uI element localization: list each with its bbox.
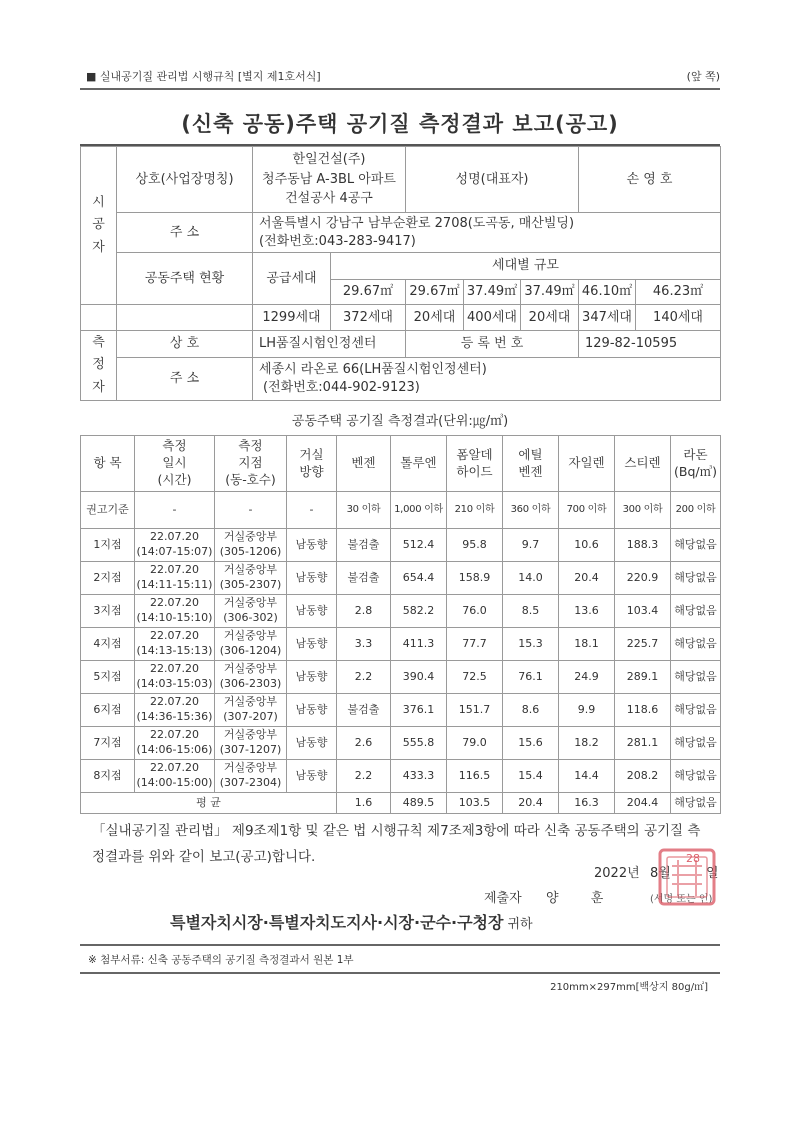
form-reference: ■ 실내공기질 관리법 시행규칙 [별지 제1호서식] bbox=[86, 70, 321, 83]
formaldehyde-value: 151.7 bbox=[447, 694, 503, 727]
recipient-suffix: 귀하 bbox=[507, 917, 533, 932]
table-row bbox=[81, 694, 721, 727]
page-title: (신축 공동)주택 공기질 측정결과 보고(공고) bbox=[181, 112, 619, 136]
col-styrene: 스티렌 bbox=[615, 436, 671, 492]
measurer-reg-label: 등 록 번 호 bbox=[406, 331, 579, 358]
date-year: 2022년 bbox=[594, 866, 640, 881]
table-row bbox=[81, 595, 721, 628]
room-direction: 남동향 bbox=[287, 562, 337, 595]
unit-size: 29.67㎡ bbox=[406, 279, 464, 305]
col-formaldehyde: 폼알데 하이드 bbox=[447, 436, 503, 492]
col-direction: 거실 방향 bbox=[287, 436, 337, 492]
date-month: 8월 bbox=[650, 866, 671, 881]
recipient bbox=[170, 910, 533, 933]
builder-address-label: 주 소 bbox=[117, 213, 253, 253]
toluene-value: 555.8 bbox=[391, 727, 447, 760]
official-seal-stamp bbox=[652, 842, 722, 912]
declaration-text: 「실내공기질 관리법」 제9조제1항 및 같은 법 시행규칙 제7조제3항에 따라 신축 공동주택의 공기질 측정결과를 위와 같이 보고(공고)합니다. bbox=[92, 823, 701, 865]
unit-count: 140세대 bbox=[636, 305, 721, 331]
xylene-value: 9.9 bbox=[559, 694, 615, 727]
attachment-note: ※ 첨부서류: 신축 공동주택의 공기질 측정결과서 원본 1부 bbox=[88, 954, 354, 966]
measure-datetime: 22.07.20 (14:03-15:03) bbox=[135, 661, 215, 694]
col-location: 측정 지점 (동-호수) bbox=[215, 436, 287, 492]
ethylbenzene-value: 14.0 bbox=[503, 562, 559, 595]
styrene-value: 225.7 bbox=[615, 628, 671, 661]
formaldehyde-value: 72.5 bbox=[447, 661, 503, 694]
supply-units-label: 공급세대 bbox=[253, 253, 331, 305]
measure-location: 거실중앙부 (306-302) bbox=[215, 595, 287, 628]
submitter-label: 제출자 bbox=[484, 891, 522, 906]
measure-location: 거실중앙부 (307-2304) bbox=[215, 760, 287, 793]
measurer-name-label: 상 호 bbox=[117, 331, 253, 358]
point-label: 8지점 bbox=[81, 760, 135, 793]
benzene-value: 3.3 bbox=[337, 628, 391, 661]
toluene-value: 582.2 bbox=[391, 595, 447, 628]
info-table bbox=[80, 146, 721, 401]
point-label: 3지점 bbox=[81, 595, 135, 628]
results-caption: 공동주택 공기질 측정결과(단위:㎍/㎥) bbox=[291, 414, 509, 429]
unit-size: 37.49㎡ bbox=[464, 279, 521, 305]
col-datetime: 측정 일시 (시간) bbox=[135, 436, 215, 492]
measurer-section-label: 측 정 자 bbox=[81, 331, 117, 401]
measurer-reg-value: 129-82-10595 bbox=[579, 331, 721, 358]
toluene-value: 376.1 bbox=[391, 694, 447, 727]
col-xylene: 자일렌 bbox=[559, 436, 615, 492]
housing-status-label: 공동주택 현황 bbox=[117, 253, 253, 305]
toluene-value: 433.3 bbox=[391, 760, 447, 793]
measure-datetime: 22.07.20 (14:36-15:36) bbox=[135, 694, 215, 727]
unit-scale-label: 세대별 규모 bbox=[331, 253, 721, 280]
point-label: 1지점 bbox=[81, 529, 135, 562]
standard-row: 권고기준 - - - 30 이하 1,000 이하 210 이하 360 이하 700 이하 300 이하 200 이하 bbox=[81, 492, 721, 529]
ethylbenzene-value: 15.6 bbox=[503, 727, 559, 760]
unit-count: 400세대 bbox=[464, 305, 521, 331]
unit-size: 46.10㎡ bbox=[579, 279, 636, 305]
measure-location: 거실중앙부 (305-1206) bbox=[215, 529, 287, 562]
measurer-address-value: 세종시 라온로 66(LH품질시험인정센터) (전화번호:044-902-9123) bbox=[253, 358, 721, 401]
footer-divider bbox=[80, 944, 720, 946]
col-ethylbenzene: 에틸 벤젠 bbox=[503, 436, 559, 492]
xylene-value: 20.4 bbox=[559, 562, 615, 595]
measure-datetime: 22.07.20 (14:00-15:00) bbox=[135, 760, 215, 793]
styrene-value: 281.1 bbox=[615, 727, 671, 760]
unit-count: 347세대 bbox=[579, 305, 636, 331]
measure-datetime: 22.07.20 (14:11-15:11) bbox=[135, 562, 215, 595]
xylene-value: 18.2 bbox=[559, 727, 615, 760]
average-row: 평 균 1.6 489.5 103.5 20.4 16.3 204.4 해당없음 bbox=[81, 793, 721, 814]
measure-datetime: 22.07.20 (14:13-15:13) bbox=[135, 628, 215, 661]
styrene-value: 220.9 bbox=[615, 562, 671, 595]
formaldehyde-value: 79.0 bbox=[447, 727, 503, 760]
point-label: 4지점 bbox=[81, 628, 135, 661]
footer-divider-2 bbox=[80, 972, 720, 974]
measure-datetime: 22.07.20 (14:10-15:10) bbox=[135, 595, 215, 628]
builder-rep-label: 성명(대표자) bbox=[406, 147, 579, 213]
xylene-value: 14.4 bbox=[559, 760, 615, 793]
col-item: 항 목 bbox=[81, 436, 135, 492]
radon-value: 해당없음 bbox=[671, 694, 721, 727]
unit-count: 20세대 bbox=[406, 305, 464, 331]
table-row bbox=[81, 727, 721, 760]
benzene-value: 불검출 bbox=[337, 694, 391, 727]
toluene-value: 390.4 bbox=[391, 661, 447, 694]
results-table bbox=[80, 435, 721, 814]
submitter-name: 양 훈 bbox=[546, 891, 618, 906]
room-direction: 남동향 bbox=[287, 628, 337, 661]
col-toluene: 톨루엔 bbox=[391, 436, 447, 492]
toluene-value: 512.4 bbox=[391, 529, 447, 562]
benzene-value: 2.2 bbox=[337, 760, 391, 793]
measure-location: 거실중앙부 (305-2307) bbox=[215, 562, 287, 595]
table-row bbox=[81, 562, 721, 595]
xylene-value: 13.6 bbox=[559, 595, 615, 628]
ethylbenzene-value: 15.3 bbox=[503, 628, 559, 661]
builder-name-label: 상호(사업장명칭) bbox=[117, 147, 253, 213]
total-units: 1299세대 bbox=[253, 305, 331, 331]
styrene-value: 118.6 bbox=[615, 694, 671, 727]
styrene-value: 208.2 bbox=[615, 760, 671, 793]
room-direction: 남동향 bbox=[287, 661, 337, 694]
formaldehyde-value: 158.9 bbox=[447, 562, 503, 595]
ethylbenzene-value: 8.5 bbox=[503, 595, 559, 628]
radon-value: 해당없음 bbox=[671, 661, 721, 694]
radon-value: 해당없음 bbox=[671, 760, 721, 793]
styrene-value: 188.3 bbox=[615, 529, 671, 562]
builder-rep-value: 손 영 호 bbox=[579, 147, 721, 213]
room-direction: 남동향 bbox=[287, 595, 337, 628]
builder-name-value: 한일건설(주) 청주동남 A-3BL 아파트 건설공사 4공구 bbox=[253, 147, 406, 213]
radon-value: 해당없음 bbox=[671, 595, 721, 628]
room-direction: 남동향 bbox=[287, 694, 337, 727]
unit-size: 46.23㎡ bbox=[636, 279, 721, 305]
point-label: 6지점 bbox=[81, 694, 135, 727]
radon-value: 해당없음 bbox=[671, 562, 721, 595]
radon-value: 해당없음 bbox=[671, 727, 721, 760]
measurer-address-label: 주 소 bbox=[117, 358, 253, 401]
measure-datetime: 22.07.20 (14:07-15:07) bbox=[135, 529, 215, 562]
page-side-label: (앞 쪽) bbox=[686, 70, 720, 83]
benzene-value: 2.8 bbox=[337, 595, 391, 628]
stamp-day: 28 bbox=[686, 852, 700, 865]
date-day: 일 bbox=[706, 866, 719, 881]
benzene-value: 2.2 bbox=[337, 661, 391, 694]
signature-mark: (서명 또는 인) bbox=[650, 894, 713, 905]
radon-value: 해당없음 bbox=[671, 628, 721, 661]
toluene-value: 654.4 bbox=[391, 562, 447, 595]
unit-count: 372세대 bbox=[331, 305, 406, 331]
styrene-value: 289.1 bbox=[615, 661, 671, 694]
unit-size: 37.49㎡ bbox=[521, 279, 579, 305]
measure-location: 거실중앙부 (306-2303) bbox=[215, 661, 287, 694]
formaldehyde-value: 116.5 bbox=[447, 760, 503, 793]
measure-location: 거실중앙부 (306-1204) bbox=[215, 628, 287, 661]
measure-location: 거실중앙부 (307-207) bbox=[215, 694, 287, 727]
table-row bbox=[81, 760, 721, 793]
point-label: 2지점 bbox=[81, 562, 135, 595]
unit-size: 29.67㎡ bbox=[331, 279, 406, 305]
room-direction: 남동향 bbox=[287, 529, 337, 562]
styrene-value: 103.4 bbox=[615, 595, 671, 628]
ethylbenzene-value: 15.4 bbox=[503, 760, 559, 793]
benzene-value: 불검출 bbox=[337, 529, 391, 562]
xylene-value: 18.1 bbox=[559, 628, 615, 661]
table-row bbox=[81, 529, 721, 562]
formaldehyde-value: 77.7 bbox=[447, 628, 503, 661]
formaldehyde-value: 76.0 bbox=[447, 595, 503, 628]
col-benzene: 벤젠 bbox=[337, 436, 391, 492]
room-direction: 남동향 bbox=[287, 727, 337, 760]
point-label: 5지점 bbox=[81, 661, 135, 694]
formaldehyde-value: 95.8 bbox=[447, 529, 503, 562]
builder-address-value: 서울특별시 강남구 남부순환로 2708(도곡동, 매산빌딩) (전화번호:043-283-9417) bbox=[253, 213, 721, 253]
ethylbenzene-value: 8.6 bbox=[503, 694, 559, 727]
ethylbenzene-value: 76.1 bbox=[503, 661, 559, 694]
table-row bbox=[81, 661, 721, 694]
ethylbenzene-value: 9.7 bbox=[503, 529, 559, 562]
toluene-value: 411.3 bbox=[391, 628, 447, 661]
point-label: 7지점 bbox=[81, 727, 135, 760]
measurer-name-value: LH품질시험인정센터 bbox=[253, 331, 406, 358]
table-row bbox=[81, 628, 721, 661]
benzene-value: 불검출 bbox=[337, 562, 391, 595]
xylene-value: 24.9 bbox=[559, 661, 615, 694]
measure-datetime: 22.07.20 (14:06-15:06) bbox=[135, 727, 215, 760]
unit-count: 20세대 bbox=[521, 305, 579, 331]
paper-spec: 210mm×297mm[백상지 80g/㎡] bbox=[550, 982, 708, 993]
recipient-title: 특별자치시장·특별자치도지사·시장·군수·구청장 bbox=[170, 913, 504, 932]
xylene-value: 10.6 bbox=[559, 529, 615, 562]
measure-location: 거실중앙부 (307-1207) bbox=[215, 727, 287, 760]
room-direction: 남동향 bbox=[287, 760, 337, 793]
top-divider bbox=[80, 88, 720, 90]
benzene-value: 2.6 bbox=[337, 727, 391, 760]
builder-section-label: 시 공 자 bbox=[81, 147, 117, 305]
radon-value: 해당없음 bbox=[671, 529, 721, 562]
col-radon: 라돈 (Bq/㎥) bbox=[671, 436, 721, 492]
